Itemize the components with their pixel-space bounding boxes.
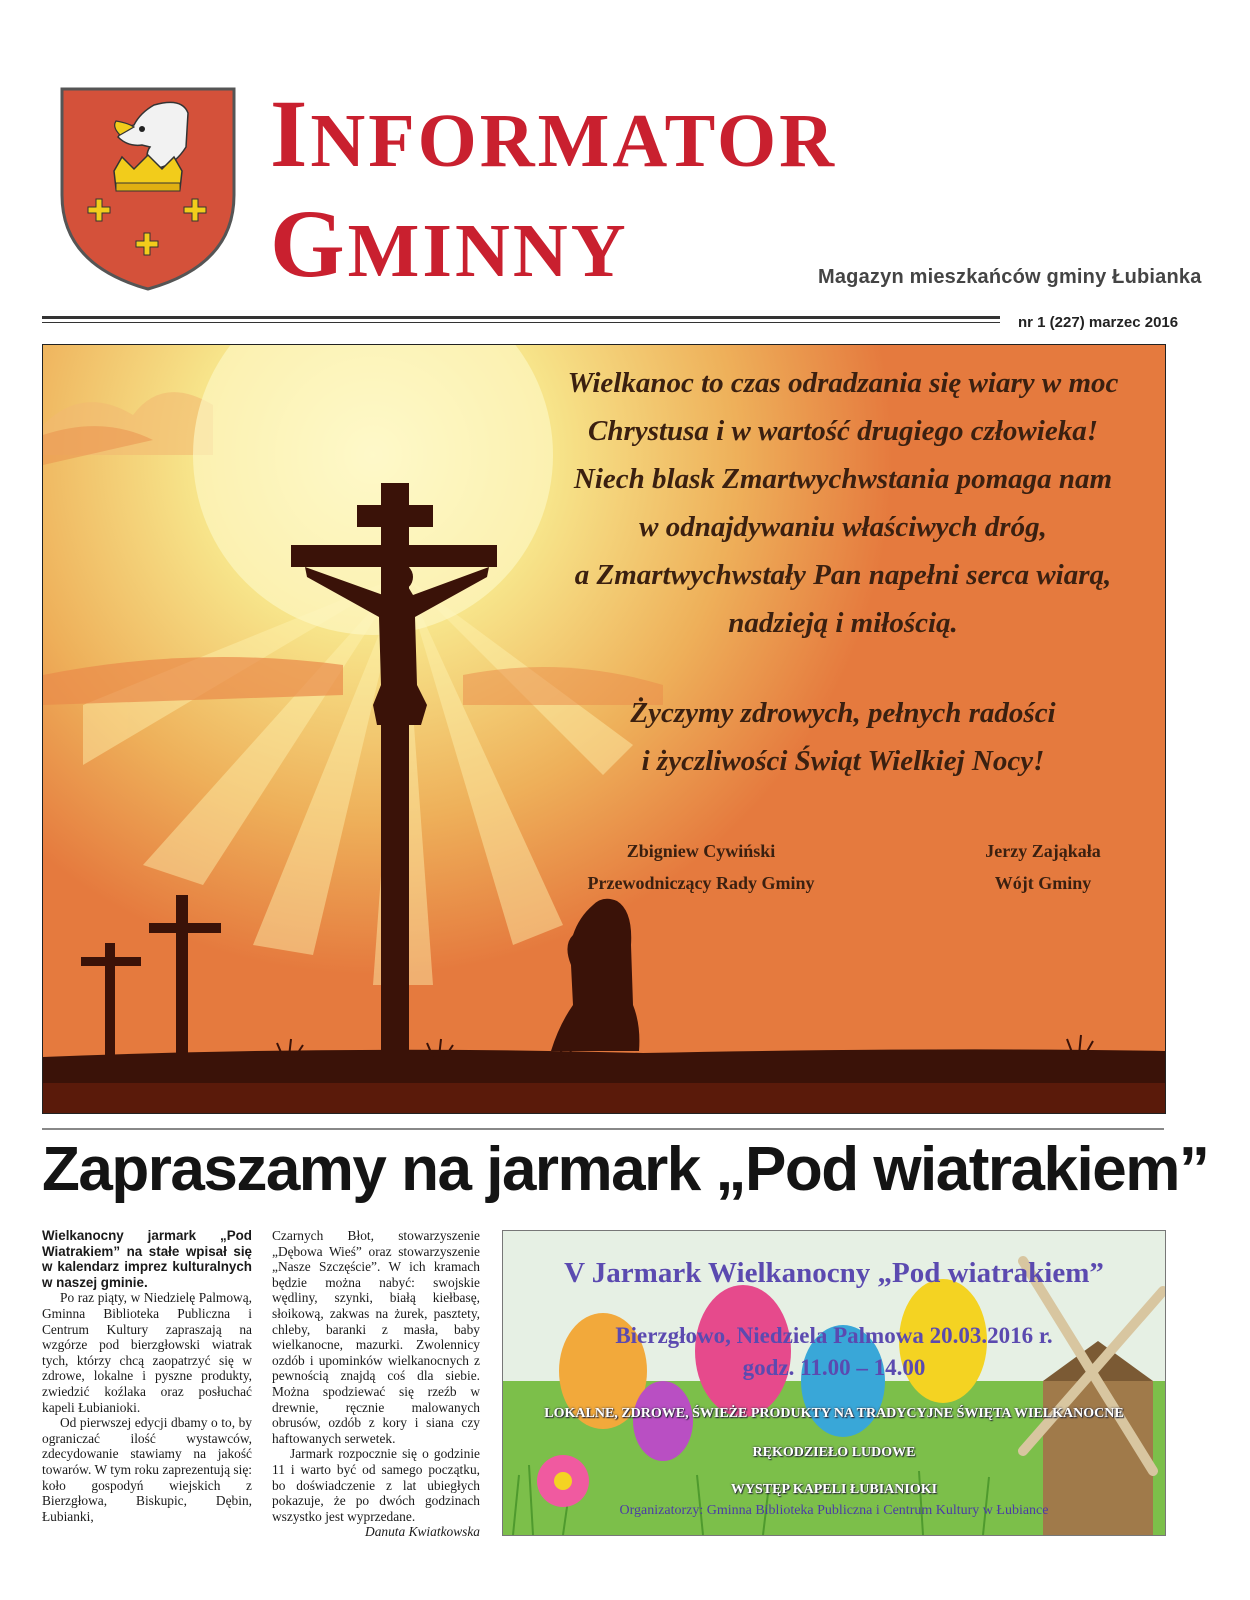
masthead-title-line2: GMINNY bbox=[270, 190, 629, 297]
easter-greeting-card bbox=[42, 344, 1166, 1114]
masthead-divider bbox=[42, 316, 1000, 319]
masthead-subtitle: Magazyn mieszkańców gminy Łubianka bbox=[818, 266, 1202, 288]
article-lead: Wielkanocny jarmark „Pod Wiatrakiem” na stałe wpisał się w kalendarz imprez kulturalnych w naszej gminie. bbox=[42, 1228, 252, 1290]
section-divider bbox=[42, 1128, 1164, 1130]
fair-place-date: Bierzgłowo, Niedziela Palmowa 20.03.2016 r. bbox=[615, 1323, 1053, 1348]
article-author: Danuta Kwiatkowska bbox=[365, 1524, 480, 1540]
article-paragraph: Czarnych Błot, stowarzyszenie „Dębowa Wieś” oraz stowarzyszenie „Nasze Szczęście”. W ich kramach będzie można nabyć: swojskie wędliny, szynki, białą kiełbasę, słoikową, zakwas na żurek, pasztety, chleby, baranki z masła, baby wielkanocne, mazurki. Zwolennicy ozdób i upominków wielkanocnych z pewnością znajdą coś dla siebie. Można spodziewać się rzeźb w drewnie, ręcznie malowanych obrusów, ozdób z kory i siana czy haftowanych serwetek. bbox=[272, 1228, 480, 1446]
signatory-mayor: Jerzy Zająkała Wójt Gminy bbox=[985, 841, 1101, 893]
fair-title: V Jarmark Wielkanocny „Pod wiatrakiem” bbox=[564, 1257, 1104, 1289]
gmina-crest-icon bbox=[58, 85, 238, 293]
masthead-title-line1: INFORMATOR bbox=[270, 80, 837, 187]
fair-feature-crafts: RĘKODZIEŁO LUDOWE bbox=[752, 1445, 916, 1460]
fair-organizers: Organizatorzy: Gminna Biblioteka Publiczna i Centrum Kultury w Łubiance bbox=[619, 1503, 1049, 1518]
article-column-2 bbox=[272, 1228, 480, 1540]
fair-feature-products: LOKALNE, ZDROWE, ŚWIEŻE PRODUKTY NA TRADYCYJNE ŚWIĘTA WIELKANOCNE bbox=[544, 1406, 1124, 1421]
easter-greeting-text: Życzymy zdrowych, pełnych radości i życzliwości Świąt Wielkiej Nocy! bbox=[630, 697, 1056, 777]
signatory-chairman: Zbigniew Cywiński Przewodniczący Rady Gminy bbox=[587, 841, 815, 893]
article-column-1 bbox=[42, 1228, 252, 1524]
issue-number: nr 1 (227) marzec 2016 bbox=[1018, 314, 1179, 331]
masthead-divider-thin bbox=[42, 322, 1000, 323]
easter-wish-text: Wielkanoc to czas odradzania się wiary w moc Chrystusa i w wartość drugiego człowieka! Niech blask Zmartwychwstania pomaga nam w odnajdywaniu właściwych dróg, a Zmartwychwstały Pan napełni serca wiarą, nadzieją i miłością. bbox=[567, 367, 1119, 639]
article-paragraph: Jarmark rozpocznie się o godzinie 11 i warto być od samego początku, bo doświadczenie z lat ubiegłych pokazuje, że po dwóch godzinach wszystko jest wyprzedane. bbox=[272, 1446, 480, 1524]
article-paragraph: Od pierwszej edycji dbamy o to, by ograniczać ilość wystawców, zdecydowanie stawiamy na jakość towarów. W tym roku zaprezentują się: koło gospodyń wiejskich z Bierzgłowa, Biskupic, Dębin, Łubianki, bbox=[42, 1415, 252, 1524]
fair-poster bbox=[502, 1230, 1166, 1536]
article-paragraph: Po raz piąty, w Niedzielę Palmową, Gminna Biblioteka Publiczna i Centrum Kultury zapraszają na wzgórze pod bierzgłowski wiatrak tych, którzy chcą zaopatrzyć się w zdrowe, lokalne i pyszne produkty, zwiedzić koźlaka oraz posłuchać kapeli Łubianioki. bbox=[42, 1290, 252, 1415]
fair-hours: godz. 11.00 – 14.00 bbox=[742, 1355, 926, 1380]
fair-feature-band: WYSTĘP KAPELI ŁUBIANIOKI bbox=[730, 1482, 938, 1497]
article-headline: Zapraszamy na jarmark „Pod wiatrakiem” bbox=[42, 1135, 1209, 1204]
